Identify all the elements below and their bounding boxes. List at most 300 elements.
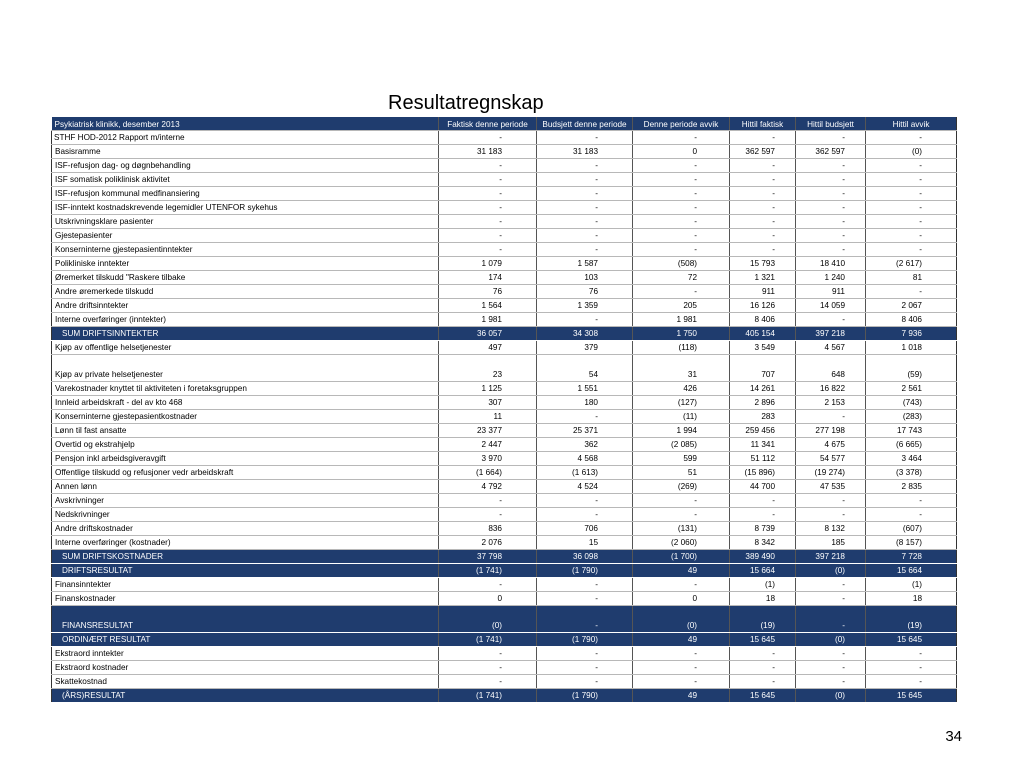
table-row [52, 410, 957, 424]
row-value: - [537, 410, 633, 424]
header-ytd-actual: Hittil faktisk [730, 117, 796, 131]
row-value: (19 274) [796, 466, 866, 480]
row-value: 54 [537, 355, 633, 382]
row-value: 1 750 [633, 327, 730, 341]
row-label: ISF-refusjon kommunal medfinansiering [52, 187, 439, 201]
row-value: 18 410 [796, 257, 866, 271]
row-value: 911 [796, 285, 866, 299]
row-value: - [796, 410, 866, 424]
row-value: 34 308 [537, 327, 633, 341]
income-statement-table [51, 117, 957, 703]
row-value: (0) [439, 606, 537, 633]
row-value: 174 [439, 271, 537, 285]
row-label: Andre øremerkede tilskudd [52, 285, 439, 299]
row-value: (0) [633, 606, 730, 633]
row-value: 15 793 [730, 257, 796, 271]
row-value: - [730, 508, 796, 522]
row-value: 31 183 [439, 145, 537, 159]
row-label: SUM DRIFTSINNTEKTER [52, 327, 439, 341]
table-row [52, 494, 957, 508]
row-value: (0) [796, 689, 866, 703]
table-row [52, 201, 957, 215]
row-value: 2 447 [439, 438, 537, 452]
row-value: - [537, 131, 633, 145]
row-value: - [633, 173, 730, 187]
row-value: (1 790) [537, 689, 633, 703]
row-value: 1 981 [633, 313, 730, 327]
table-row [52, 131, 957, 145]
row-value: 4 567 [796, 341, 866, 355]
row-value: 36 098 [537, 550, 633, 564]
table-row [52, 145, 957, 159]
row-value: 31 [633, 355, 730, 382]
table-row [52, 689, 957, 703]
row-value: 2 835 [866, 480, 957, 494]
table-row [52, 606, 957, 633]
row-value: (1 613) [537, 466, 633, 480]
row-label: Interne overføringer (inntekter) [52, 313, 439, 327]
row-value: 3 464 [866, 452, 957, 466]
row-value: 2 153 [796, 396, 866, 410]
row-value: 49 [633, 564, 730, 578]
row-value: 15 664 [866, 564, 957, 578]
row-value: 23 [439, 355, 537, 382]
table-row [52, 480, 957, 494]
row-label: Avskrivninger [52, 494, 439, 508]
row-value: 18 [866, 592, 957, 606]
row-value: - [537, 647, 633, 661]
row-value: - [730, 201, 796, 215]
row-value: - [633, 187, 730, 201]
row-value: - [866, 508, 957, 522]
row-value: - [730, 494, 796, 508]
row-value: 259 456 [730, 424, 796, 438]
table-row [52, 550, 957, 564]
row-value: 47 535 [796, 480, 866, 494]
row-value: 1 125 [439, 382, 537, 396]
row-value: 103 [537, 271, 633, 285]
row-value: - [633, 661, 730, 675]
row-value: (0) [796, 564, 866, 578]
row-value: 15 645 [730, 633, 796, 647]
row-value: 397 218 [796, 327, 866, 341]
row-value: 14 059 [796, 299, 866, 313]
row-value: (118) [633, 341, 730, 355]
row-value: (8 157) [866, 536, 957, 550]
row-value: 1 321 [730, 271, 796, 285]
row-value: - [439, 201, 537, 215]
table-row [52, 647, 957, 661]
row-value: 18 [730, 592, 796, 606]
row-label: Ekstraord inntekter [52, 647, 439, 661]
table-row [52, 382, 957, 396]
row-value: - [633, 675, 730, 689]
row-label: Interne overføringer (kostnader) [52, 536, 439, 550]
table-row [52, 675, 957, 689]
row-value: - [633, 243, 730, 257]
row-value: 0 [633, 592, 730, 606]
row-value: - [537, 494, 633, 508]
row-value: - [730, 661, 796, 675]
row-label: Konserninterne gjestepasientkostnader [52, 410, 439, 424]
row-value: - [730, 243, 796, 257]
row-value: (283) [866, 410, 957, 424]
row-value: 0 [633, 145, 730, 159]
row-value: - [866, 285, 957, 299]
row-value: 8 406 [730, 313, 796, 327]
row-value: 911 [730, 285, 796, 299]
table-row [52, 522, 957, 536]
row-value: 426 [633, 382, 730, 396]
row-value: - [866, 661, 957, 675]
row-value: - [537, 661, 633, 675]
row-value: - [633, 508, 730, 522]
row-value: (6 665) [866, 438, 957, 452]
row-value: - [796, 215, 866, 229]
table-row [52, 229, 957, 243]
row-value: 2 076 [439, 536, 537, 550]
row-value: (508) [633, 257, 730, 271]
row-value: - [439, 675, 537, 689]
row-value: - [439, 578, 537, 592]
row-value: (131) [633, 522, 730, 536]
row-value: - [439, 131, 537, 145]
row-value: - [633, 131, 730, 145]
row-value: - [633, 578, 730, 592]
row-value: (1 664) [439, 466, 537, 480]
row-value: - [796, 661, 866, 675]
row-value: 81 [866, 271, 957, 285]
row-value: 8 739 [730, 522, 796, 536]
row-value: 2 896 [730, 396, 796, 410]
row-value: 185 [796, 536, 866, 550]
row-value: 4 524 [537, 480, 633, 494]
row-value: 707 [730, 355, 796, 382]
row-value: 76 [439, 285, 537, 299]
row-value: 362 [537, 438, 633, 452]
row-value: 49 [633, 689, 730, 703]
row-value: 405 154 [730, 327, 796, 341]
row-value: 2 067 [866, 299, 957, 313]
row-value: (11) [633, 410, 730, 424]
row-value: 3 970 [439, 452, 537, 466]
row-value: - [796, 578, 866, 592]
slide-title: Resultatregnskap [388, 92, 544, 114]
row-label: ORDINÆRT RESULTAT [52, 633, 439, 647]
row-value: 180 [537, 396, 633, 410]
row-value: - [796, 201, 866, 215]
row-value: - [537, 229, 633, 243]
header-actual-period: Faktisk denne periode [439, 117, 537, 131]
header-ytd-variance: Hittil avvik [866, 117, 957, 131]
row-value: - [537, 187, 633, 201]
row-value: - [633, 215, 730, 229]
row-value: 14 261 [730, 382, 796, 396]
table-row [52, 299, 957, 313]
row-value: - [537, 313, 633, 327]
row-label: Polikliniske inntekter [52, 257, 439, 271]
row-value: 15 645 [866, 633, 957, 647]
row-value: 397 218 [796, 550, 866, 564]
row-value: (1 790) [537, 564, 633, 578]
row-label: SUM DRIFTSKOSTNADER [52, 550, 439, 564]
row-label: (ÅRS)RESULTAT [52, 689, 439, 703]
row-label: Gjestepasienter [52, 229, 439, 243]
row-value: (1 700) [633, 550, 730, 564]
row-value: (1 790) [537, 633, 633, 647]
row-value: - [537, 243, 633, 257]
row-value: 15 664 [730, 564, 796, 578]
row-value: - [730, 647, 796, 661]
row-value: - [796, 675, 866, 689]
row-value: - [866, 173, 957, 187]
row-value: 1 018 [866, 341, 957, 355]
row-label: Offentlige tilskudd og refusjoner vedr arbeidskraft [52, 466, 439, 480]
row-label: ISF somatisk poliklinisk aktivitet [52, 173, 439, 187]
table-row [52, 508, 957, 522]
row-value: - [439, 647, 537, 661]
row-value: (19) [866, 606, 957, 633]
row-value: 16 822 [796, 382, 866, 396]
row-value: 0 [439, 592, 537, 606]
row-value: (1) [866, 578, 957, 592]
row-value: 277 198 [796, 424, 866, 438]
table-row [52, 341, 957, 355]
row-value: 4 792 [439, 480, 537, 494]
row-value: 37 798 [439, 550, 537, 564]
table-row [52, 257, 957, 271]
row-label: Kjøp av offentlige helsetjenester [52, 341, 439, 355]
table-row [52, 466, 957, 480]
table-row [52, 313, 957, 327]
row-value: - [796, 647, 866, 661]
row-value: 49 [633, 633, 730, 647]
row-value: - [537, 578, 633, 592]
row-value: 1 359 [537, 299, 633, 313]
row-value: - [866, 201, 957, 215]
row-value: - [730, 131, 796, 145]
table-row [52, 452, 957, 466]
row-value: - [439, 243, 537, 257]
row-label: Annen lønn [52, 480, 439, 494]
table-row [52, 536, 957, 550]
row-value: - [796, 229, 866, 243]
row-label: ISF-inntekt kostnadskrevende legemidler UTENFOR sykehus [52, 201, 439, 215]
row-value: - [730, 159, 796, 173]
row-value: 23 377 [439, 424, 537, 438]
row-value: 4 568 [537, 452, 633, 466]
row-value: 1 079 [439, 257, 537, 271]
header-budget-period: Budsjett denne periode [537, 117, 633, 131]
row-label: FINANSRESULTAT [52, 606, 439, 633]
table-row [52, 187, 957, 201]
row-label: Øremerket tilskudd "Raskere tilbake [52, 271, 439, 285]
table-row [52, 564, 957, 578]
row-value: - [796, 131, 866, 145]
row-label: ISF-refusjon dag- og døgnbehandling [52, 159, 439, 173]
row-label: Kjøp av private helsetjenester [52, 355, 439, 382]
table-row [52, 285, 957, 299]
row-value: 706 [537, 522, 633, 536]
table-row [52, 173, 957, 187]
row-value: - [439, 508, 537, 522]
row-value: 836 [439, 522, 537, 536]
row-value: - [730, 229, 796, 243]
row-value: 15 645 [730, 689, 796, 703]
row-value: (1 741) [439, 689, 537, 703]
row-value: - [730, 675, 796, 689]
row-value: (3 378) [866, 466, 957, 480]
row-label: Innleid arbeidskraft - del av kto 468 [52, 396, 439, 410]
table-row [52, 271, 957, 285]
row-value: (0) [796, 633, 866, 647]
row-label: Nedskrivninger [52, 508, 439, 522]
row-value: 1 551 [537, 382, 633, 396]
row-value: 4 675 [796, 438, 866, 452]
row-value: (1 741) [439, 633, 537, 647]
table-row [52, 661, 957, 675]
row-value: - [537, 675, 633, 689]
row-value: (1) [730, 578, 796, 592]
row-value: 362 597 [730, 145, 796, 159]
row-value: (2 617) [866, 257, 957, 271]
row-value: 307 [439, 396, 537, 410]
table-row [52, 592, 957, 606]
row-value: - [796, 592, 866, 606]
row-value: - [439, 159, 537, 173]
row-value: 1 564 [439, 299, 537, 313]
row-value: - [866, 131, 957, 145]
row-value: (15 896) [730, 466, 796, 480]
row-value: 389 490 [730, 550, 796, 564]
row-value: - [796, 159, 866, 173]
row-value: - [796, 494, 866, 508]
row-value: 1 587 [537, 257, 633, 271]
row-label: Andre driftsinntekter [52, 299, 439, 313]
row-value: 599 [633, 452, 730, 466]
row-value: (0) [866, 145, 957, 159]
row-value: - [633, 229, 730, 243]
row-value: 25 371 [537, 424, 633, 438]
row-value: - [796, 606, 866, 633]
row-value: (607) [866, 522, 957, 536]
row-value: (127) [633, 396, 730, 410]
row-label: Utskrivningsklare pasienter [52, 215, 439, 229]
row-value: (2 060) [633, 536, 730, 550]
row-value: 72 [633, 271, 730, 285]
row-value: 1 994 [633, 424, 730, 438]
row-value: 51 [633, 466, 730, 480]
row-value: 205 [633, 299, 730, 313]
table-row [52, 327, 957, 341]
row-label: Finansinntekter [52, 578, 439, 592]
row-label: Konserninterne gjestepasientinntekter [52, 243, 439, 257]
row-value: (269) [633, 480, 730, 494]
table-row [52, 355, 957, 382]
row-value: 11 [439, 410, 537, 424]
row-value: - [537, 606, 633, 633]
row-value: (1 741) [439, 564, 537, 578]
table-row [52, 438, 957, 452]
row-value: - [439, 661, 537, 675]
header-variance-period: Denne periode avvik [633, 117, 730, 131]
row-value: - [633, 647, 730, 661]
row-value: 648 [796, 355, 866, 382]
row-value: 3 549 [730, 341, 796, 355]
row-value: 7 728 [866, 550, 957, 564]
row-value: - [866, 243, 957, 257]
row-value: 15 645 [866, 689, 957, 703]
table-row [52, 424, 957, 438]
table-row [52, 159, 957, 173]
row-label: STHF HOD-2012 Rapport m/interne [52, 131, 439, 145]
row-value: 379 [537, 341, 633, 355]
row-value: 1 981 [439, 313, 537, 327]
row-value: - [730, 173, 796, 187]
row-value: - [537, 508, 633, 522]
row-value: - [796, 313, 866, 327]
row-value: (2 085) [633, 438, 730, 452]
row-value: 7 936 [866, 327, 957, 341]
row-value: 1 240 [796, 271, 866, 285]
row-value: - [796, 187, 866, 201]
row-value: 497 [439, 341, 537, 355]
row-label: Pensjon inkl arbeidsgiveravgift [52, 452, 439, 466]
row-value: - [439, 173, 537, 187]
row-value: - [439, 494, 537, 508]
row-value: - [796, 508, 866, 522]
table-row [52, 396, 957, 410]
row-value: - [796, 173, 866, 187]
row-value: 15 [537, 536, 633, 550]
table-row [52, 578, 957, 592]
row-value: - [866, 215, 957, 229]
row-value: - [439, 187, 537, 201]
row-label: Skattekostnad [52, 675, 439, 689]
header-ytd-budget: Hittil budsjett [796, 117, 866, 131]
table-row [52, 633, 957, 647]
row-value: - [537, 201, 633, 215]
row-value: 8 342 [730, 536, 796, 550]
row-value: (743) [866, 396, 957, 410]
row-value: - [439, 229, 537, 243]
row-value: - [866, 159, 957, 173]
row-label: Finanskostnader [52, 592, 439, 606]
row-value: - [537, 159, 633, 173]
row-value: - [866, 647, 957, 661]
row-value: 2 561 [866, 382, 957, 396]
row-value: 11 341 [730, 438, 796, 452]
row-value: - [633, 494, 730, 508]
row-label: Andre driftskostnader [52, 522, 439, 536]
row-value: 283 [730, 410, 796, 424]
row-label: Varekostnader knyttet til aktiviteten i foretaksgruppen [52, 382, 439, 396]
table-header-row [52, 117, 957, 131]
row-label: Basisramme [52, 145, 439, 159]
row-label: Lønn til fast ansatte [52, 424, 439, 438]
row-value: - [730, 187, 796, 201]
row-value: 76 [537, 285, 633, 299]
row-value: - [537, 592, 633, 606]
row-value: (19) [730, 606, 796, 633]
row-value: 16 126 [730, 299, 796, 313]
row-value: 31 183 [537, 145, 633, 159]
row-value: 17 743 [866, 424, 957, 438]
row-value: - [866, 229, 957, 243]
row-value: - [866, 187, 957, 201]
row-value: 8 406 [866, 313, 957, 327]
table-body [52, 131, 957, 703]
